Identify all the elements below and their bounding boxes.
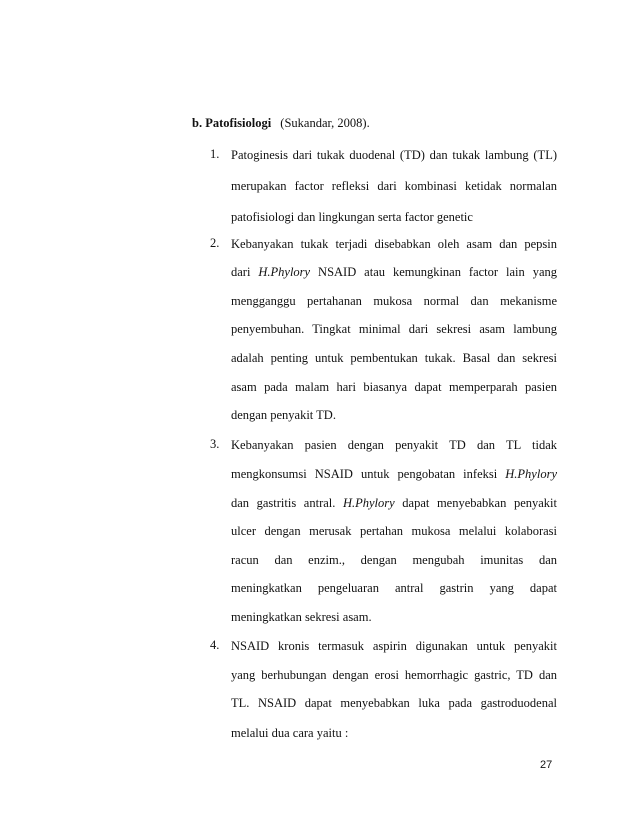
- page-number: 27: [540, 759, 553, 771]
- list-item-line: mengkonsumsi NSAID untuk pengobatan infeksi H.Phylory: [231, 467, 557, 481]
- list-item-number: 4.: [210, 638, 220, 652]
- list-item-line: dari H.Phylory NSAID atau kemungkinan factor lain yang: [231, 265, 557, 279]
- list-item-line: adalah penting untuk pembentukan tukak. Basal dan sekresi: [231, 351, 557, 365]
- list-item-number: 1.: [210, 147, 220, 161]
- list-item-line: Kebanyakan pasien dengan penyakit TD dan TL tidak: [231, 438, 557, 452]
- list-item-line: yang berhubungan dengan erosi hemorrhagic gastric, TD dan: [231, 668, 557, 682]
- list-item-line: TL. NSAID dapat menyebabkan luka pada gastroduodenal: [231, 696, 557, 710]
- list-item-line: merupakan factor refleksi dari kombinasi ketidak normalan: [231, 179, 557, 193]
- list-item-line: dengan penyakit TD.: [231, 408, 336, 422]
- list-item-line: Kebanyakan tukak terjadi disebabkan oleh asam dan pepsin: [231, 237, 557, 251]
- section-heading-citation: (Sukandar, 2008).: [280, 116, 370, 130]
- list-item-line: asam pada malam hari biasanya dapat memperparah pasien: [231, 380, 557, 394]
- organism-name: H.Phylory: [342, 496, 395, 510]
- list-item-line: NSAID kronis termasuk aspirin digunakan untuk penyakit: [231, 639, 557, 653]
- section-heading: [192, 116, 370, 131]
- list-item-line: patofisiologi dan lingkungan serta factor genetic: [231, 210, 473, 224]
- list-item-line: Patoginesis dari tukak duodenal (TD) dan tukak lambung (TL): [231, 148, 557, 162]
- list-item-line: meningkatkan sekresi asam.: [231, 610, 372, 624]
- list-item-line: racun dan enzim., dengan mengubah imunitas dan: [231, 553, 557, 567]
- list-item-line: ulcer dengan merusak pertahan mukosa melalui kolaborasi: [231, 524, 557, 538]
- list-item-line: melalui dua cara yaitu :: [231, 726, 349, 740]
- list-item-number: 3.: [210, 437, 220, 451]
- list-item-number: 2.: [210, 236, 220, 250]
- list-item-line: penyembuhan. Tingkat minimal dari sekresi asam lambung: [231, 322, 557, 336]
- list-item-line: meningkatkan pengeluaran antral gastrin yang dapat: [231, 581, 557, 595]
- organism-name: H.Phylory: [258, 265, 311, 279]
- organism-name: H.Phylory: [505, 467, 557, 481]
- list-item-line: dan gastritis antral. H.Phylory dapat menyebabkan penyakit: [231, 496, 557, 510]
- section-heading-label: b. Patofisiologi: [192, 116, 272, 130]
- list-item-line: mengganggu pertahanan mukosa normal dan mekanisme: [231, 294, 557, 308]
